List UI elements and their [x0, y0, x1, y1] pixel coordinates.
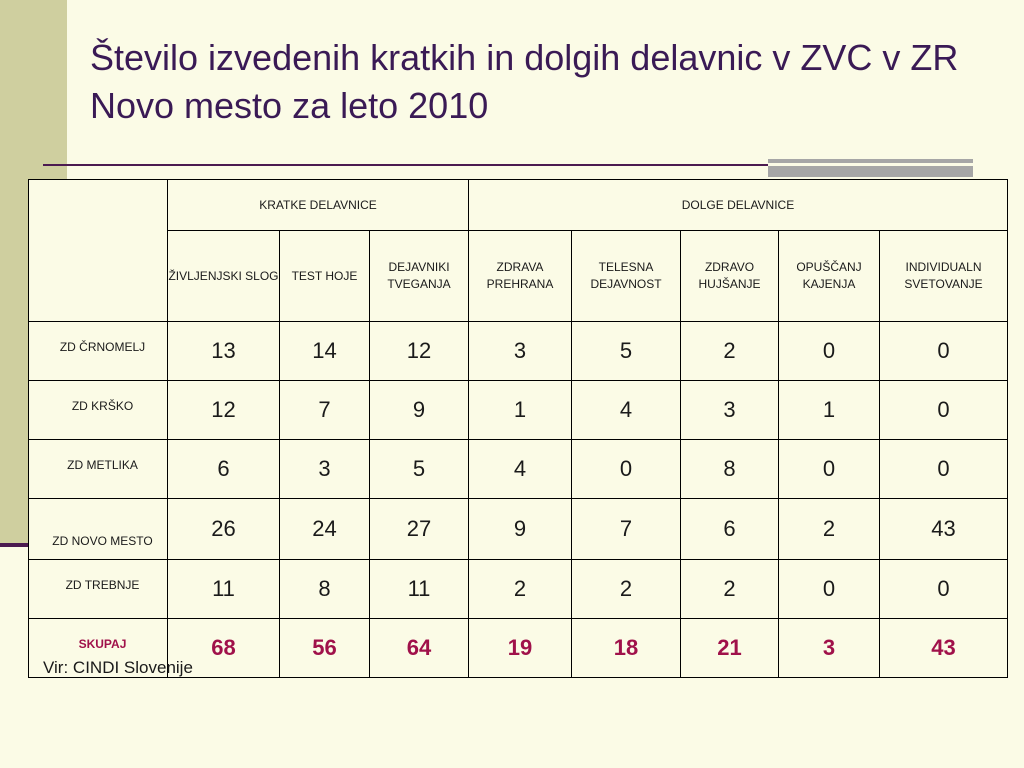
total-label: SKUPAJ [29, 619, 168, 678]
workshops-table [28, 179, 1008, 678]
table-row [29, 440, 1008, 499]
total-cell: 3 [779, 619, 880, 678]
total-cell: 43 [880, 619, 1008, 678]
row-label: ZD METLIKA [29, 440, 168, 499]
corner-cell [29, 180, 168, 322]
table-cell: 2 [681, 560, 779, 619]
table-cell: 8 [681, 440, 779, 499]
table-cell: 27 [370, 499, 469, 560]
table-cell: 2 [572, 560, 681, 619]
table-cell: 11 [168, 560, 280, 619]
table-group-header [29, 180, 1008, 231]
table-cell: 6 [681, 499, 779, 560]
column-header: ZDRAVA PREHRANA [469, 231, 572, 322]
table-row [29, 499, 1008, 560]
table-cell: 1 [469, 381, 572, 440]
table-cell: 4 [469, 440, 572, 499]
table-row [29, 381, 1008, 440]
total-cell: 56 [280, 619, 370, 678]
table-row [29, 560, 1008, 619]
group-header-long: DOLGE DELAVNICE [469, 180, 1008, 231]
row-label: ZD KRŠKO [29, 381, 168, 440]
table-cell: 3 [469, 322, 572, 381]
table-cell: 1 [779, 381, 880, 440]
title-decor-bar [768, 159, 973, 177]
table-cell: 26 [168, 499, 280, 560]
table-column-header [29, 231, 1008, 322]
page-title: Število izvedenih kratkih in dolgih delavnic v ZVC v ZR Novo mesto za leto 2010 [90, 37, 959, 126]
group-header-short: KRATKE DELAVNICE [168, 180, 469, 231]
source-note: Vir: CINDI Slovenije [43, 658, 193, 677]
table-cell: 0 [572, 440, 681, 499]
table-cell: 2 [779, 499, 880, 560]
table-cell: 5 [572, 322, 681, 381]
table-cell: 5 [370, 440, 469, 499]
table-cell: 0 [880, 560, 1008, 619]
table-cell: 0 [880, 381, 1008, 440]
table-cell: 14 [280, 322, 370, 381]
total-cell: 18 [572, 619, 681, 678]
column-header: TELESNA DEJAVNOST [572, 231, 681, 322]
table-cell: 0 [880, 322, 1008, 381]
table-cell: 9 [469, 499, 572, 560]
column-header: ZDRAVO HUJŠANJE [681, 231, 779, 322]
table-cell: 9 [370, 381, 469, 440]
table-row [29, 322, 1008, 381]
column-header: OPUŠČANJ KAJENJA [779, 231, 880, 322]
total-cell: 19 [469, 619, 572, 678]
table-cell: 11 [370, 560, 469, 619]
table-cell: 43 [880, 499, 1008, 560]
column-header: TEST HOJE [280, 231, 370, 322]
table-cell: 7 [572, 499, 681, 560]
table-cell: 3 [681, 381, 779, 440]
table-cell: 24 [280, 499, 370, 560]
total-cell: 68 [168, 619, 280, 678]
table-cell: 0 [779, 560, 880, 619]
table-cell: 4 [572, 381, 681, 440]
table-cell: 0 [779, 322, 880, 381]
table-cell: 0 [779, 440, 880, 499]
table-cell: 6 [168, 440, 280, 499]
column-header: DEJAVNIKI TVEGANJA [370, 231, 469, 322]
table-cell: 12 [370, 322, 469, 381]
total-cell: 21 [681, 619, 779, 678]
table-cell: 8 [280, 560, 370, 619]
table-cell: 12 [168, 381, 280, 440]
column-header: ŽIVLJENJSKI SLOG [168, 231, 280, 322]
row-label: ZD ČRNOMELJ [29, 322, 168, 381]
table-cell: 7 [280, 381, 370, 440]
table-cell: 13 [168, 322, 280, 381]
row-label: ZD TREBNJE [29, 560, 168, 619]
table-cell: 0 [880, 440, 1008, 499]
table-cell: 3 [280, 440, 370, 499]
total-cell: 64 [370, 619, 469, 678]
table-cell: 2 [681, 322, 779, 381]
column-header: INDIVIDUALN SVETOVANJE [880, 231, 1008, 322]
table-cell: 2 [469, 560, 572, 619]
row-label: ZD NOVO MESTO [29, 499, 168, 560]
